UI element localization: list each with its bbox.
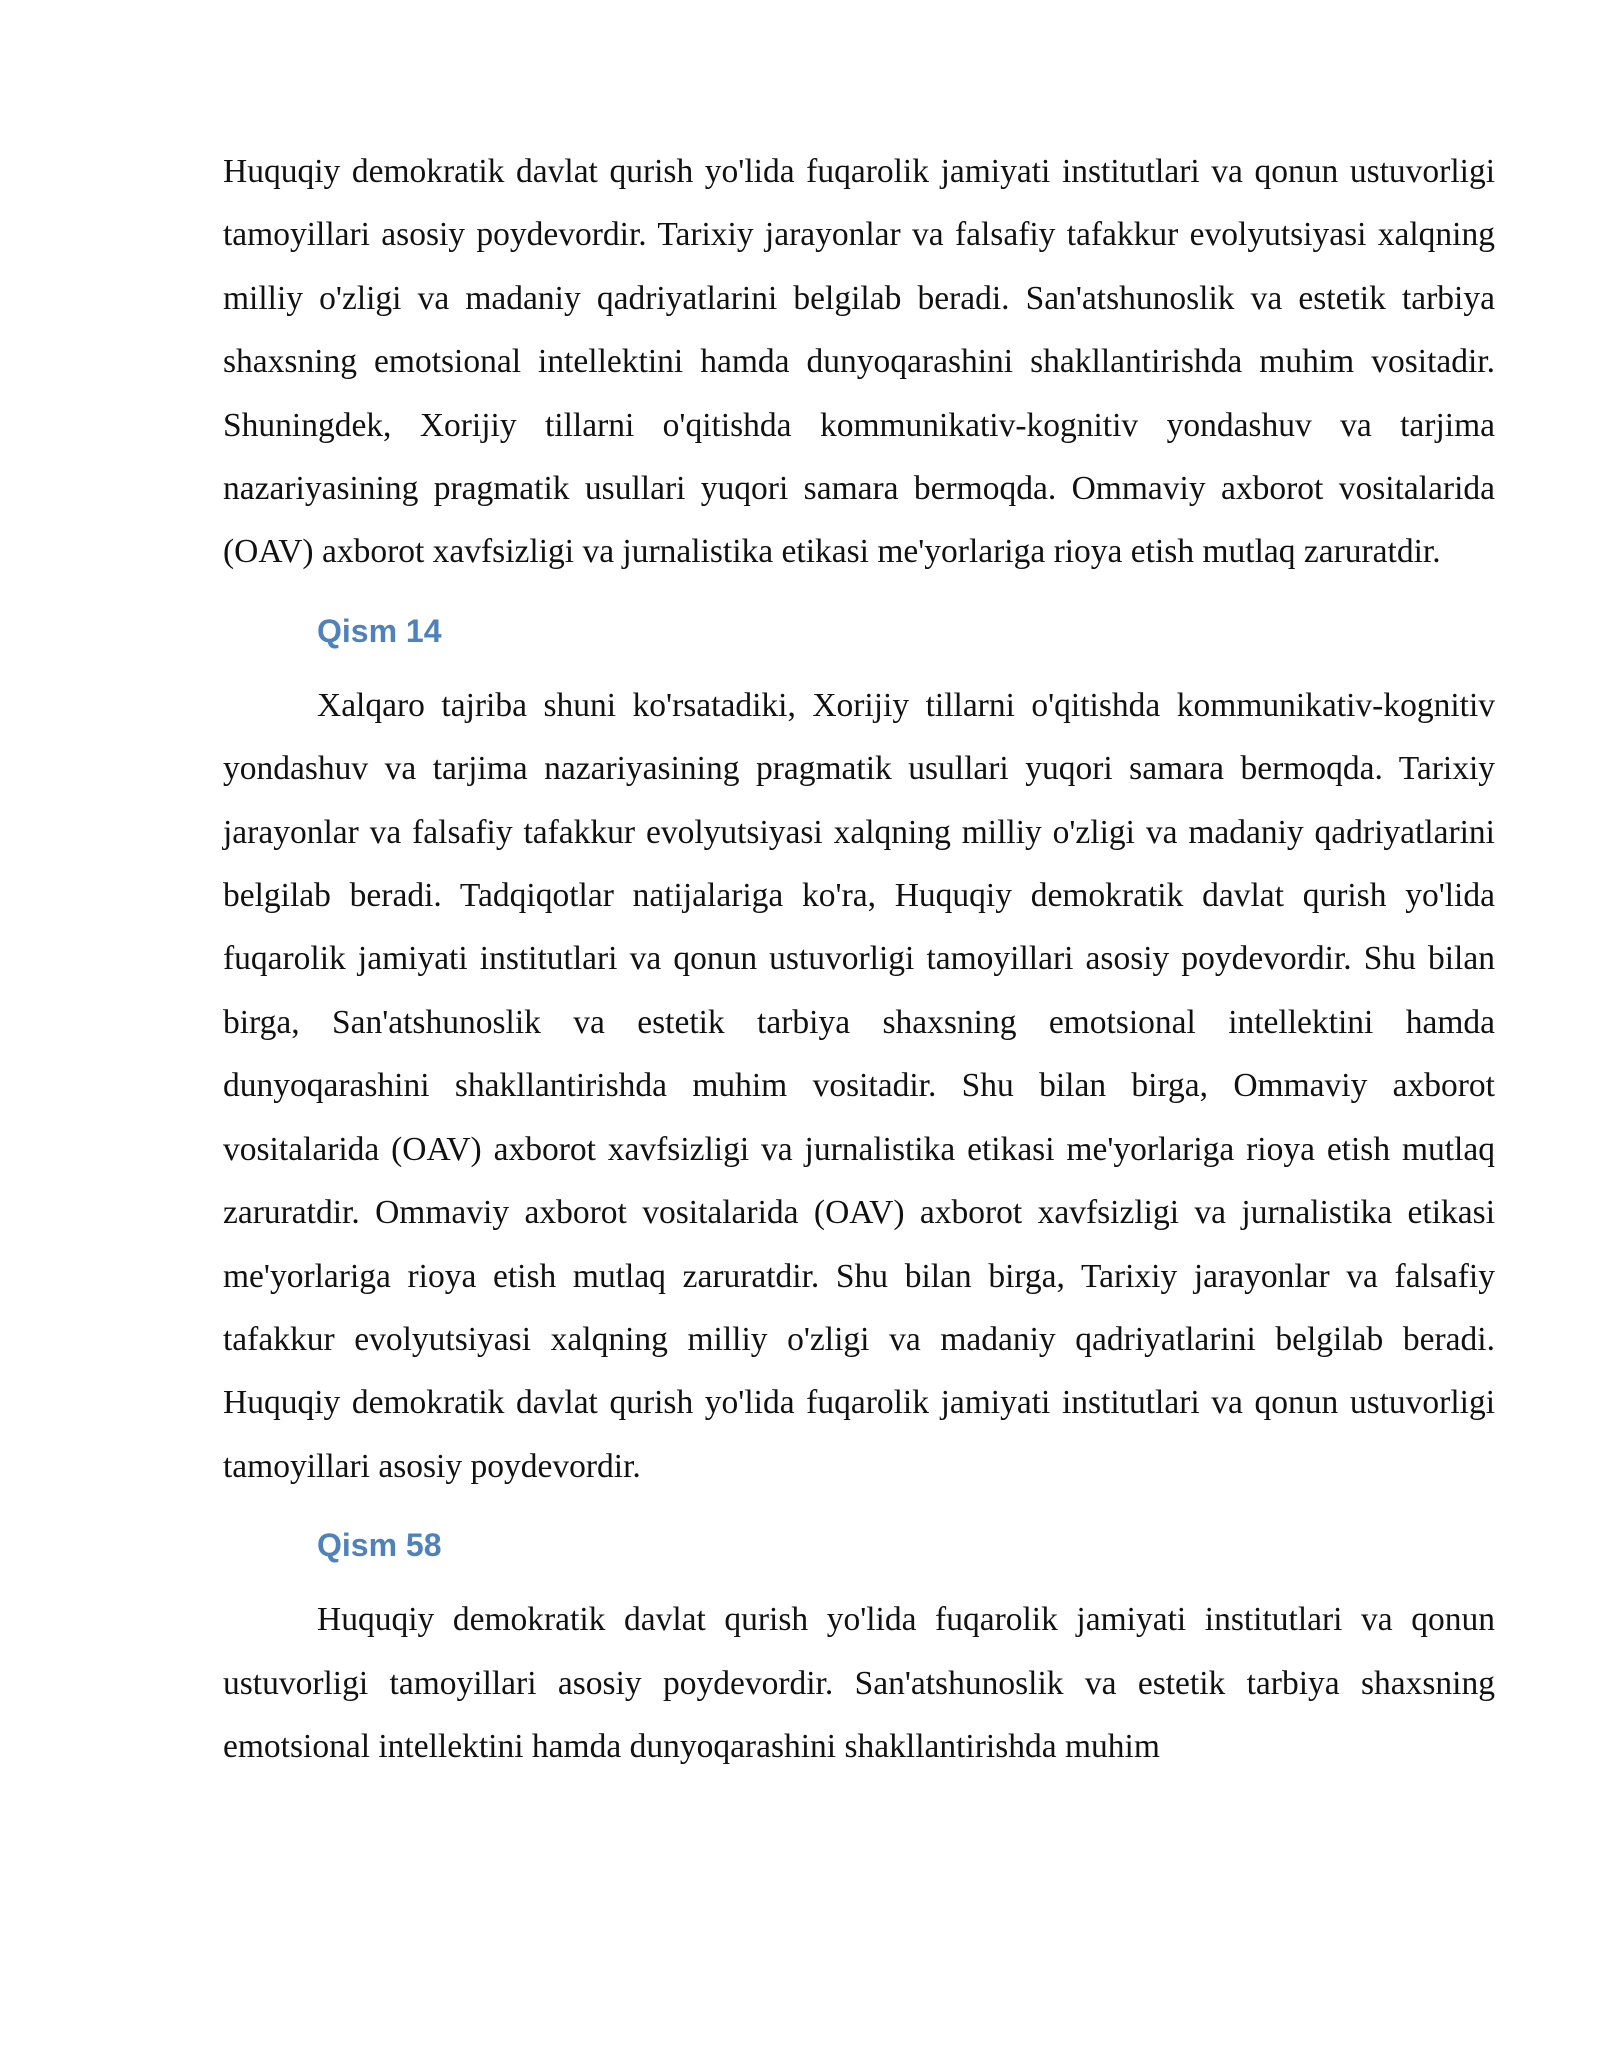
document-body: [223, 140, 1495, 1778]
paragraph-section-58: Huquqiy demokratik davlat qurish yo'lida fuqarolik jamiyati institutlari va qonun ustuvorligi tamoyillari asosiy poydevordir. San'atshunoslik va estetik tarbiya shaxsning emotsional intellektini hamda dunyoqarashini shakllantirishda muhim: [223, 1601, 1495, 1765]
section-heading-58: Qism 58: [317, 1527, 442, 1564]
section-heading-14: Qism 14: [317, 612, 442, 649]
paragraph-section-14: Xalqaro tajriba shuni ko'rsatadiki, Xorijiy tillarni o'qitishda kommunikativ-kognitiv yondashuv va tarjima nazariyasining pragmatik usullari yuqori samara bermoqda. Tarixiy jarayonlar va falsafiy tafakkur evolyutsiyasi xalqning milliy o'zligi va madaniy qadriyatlarini belgilab beradi. Tadqiqotlar natijalariga ko'ra, Huquqiy demokratik davlat qurish yo'lida fuqarolik jamiyati institutlari va qonun ustuvorligi tamoyillari asosiy poydevordir. Shu bilan birga, San'atshunoslik va estetik tarbiya shaxsning emotsional intellektini hamda dunyoqarashini shakllantirishda muhim vositadir. Shu bilan birga, Ommaviy axborot vositalarida (OAV) axborot xavfsizligi va jurnalistika etikasi me'yorlariga rioya etish mutlaq zaruratdir. Ommaviy axborot vositalarida (OAV) axborot xavfsizligi va jurnalistika etikasi me'yorlariga rioya etish mutlaq zaruratdir. Shu bilan birga, Tarixiy jarayonlar va falsafiy tafakkur evolyutsiyasi xalqning milliy o'zligi va madaniy qadriyatlarini belgilab beradi. Huquqiy demokratik davlat qurish yo'lida fuqarolik jamiyati institutlari va qonun ustuvorligi tamoyillari asosiy poydevordir.: [223, 686, 1495, 1485]
paragraph-intro: Huquqiy demokratik davlat qurish yo'lida fuqarolik jamiyati institutlari va qonun ustuvorligi tamoyillari asosiy poydevordir. Tarixiy jarayonlar va falsafiy tafakkur evolyutsiyasi xalqning milliy o'zligi va madaniy qadriyatlarini belgilab beradi. San'atshunoslik va estetik tarbiya shaxsning emotsional intellektini hamda dunyoqarashini shakllantirishda muhim vositadir. Shuningdek, Xorijiy tillarni o'qitishda kommunikativ-kognitiv yondashuv va tarjima nazariyasining pragmatik usullari yuqori samara bermoqda. Ommaviy axborot vositalarida (OAV) axborot xavfsizligi va jurnalistika etikasi me'yorlariga rioya etish mutlaq zaruratdir.: [223, 153, 1495, 571]
